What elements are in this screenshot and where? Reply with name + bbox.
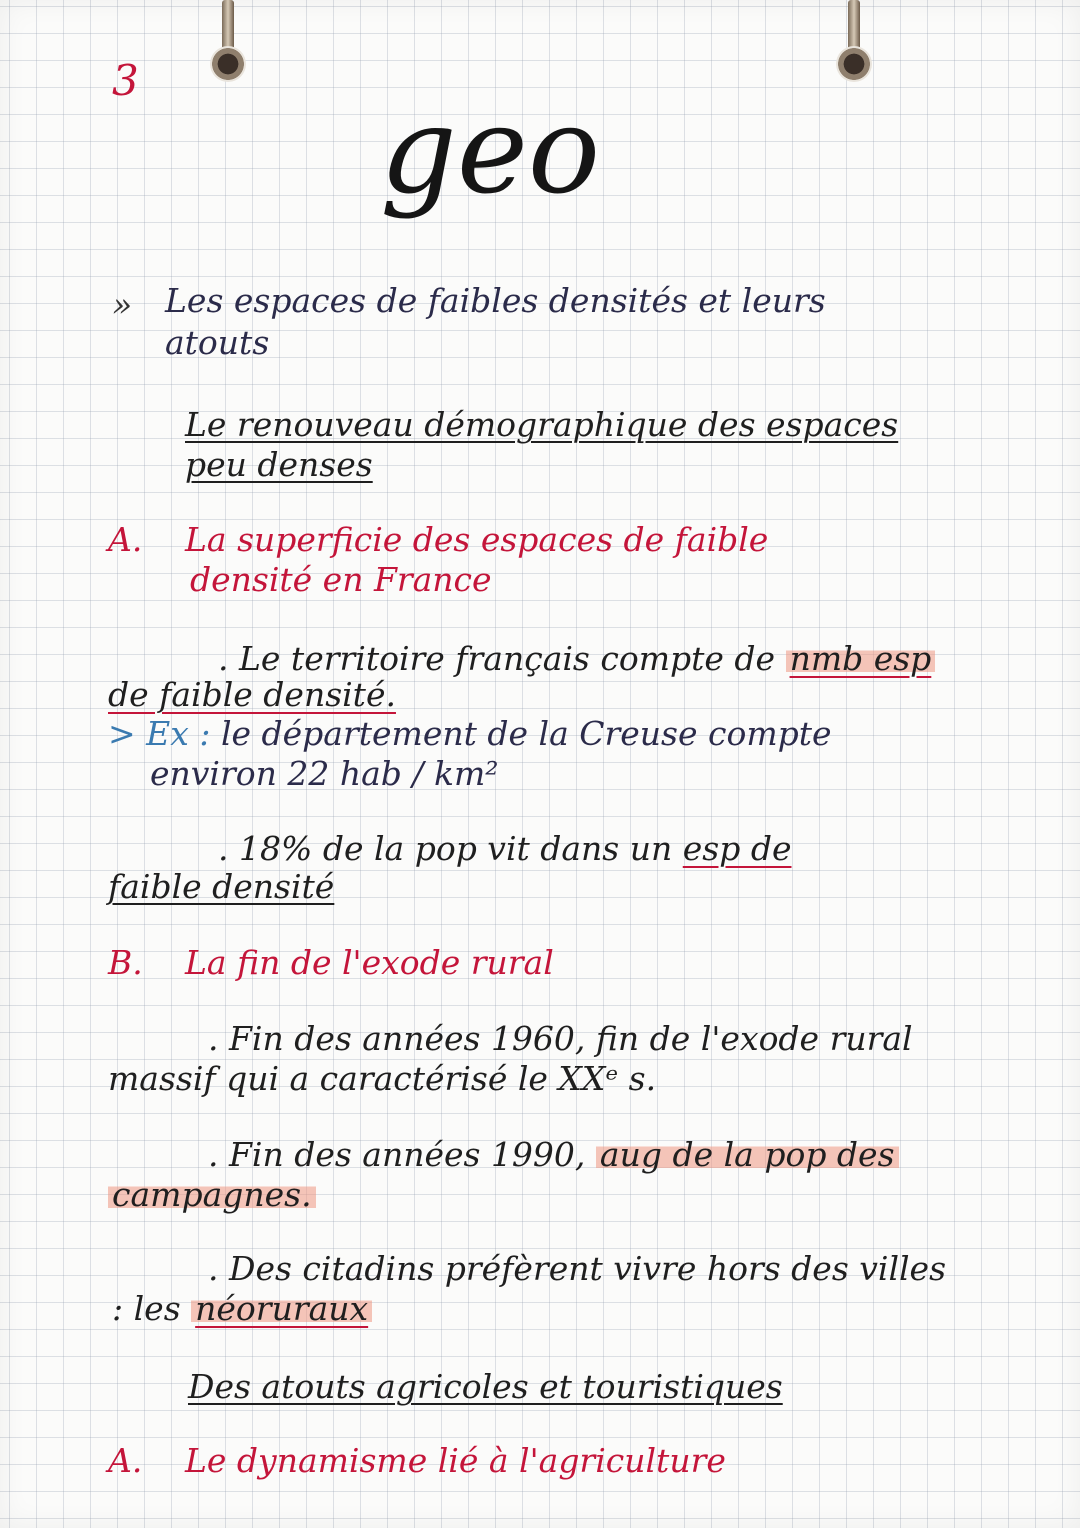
p1-line2 <box>108 675 396 714</box>
binder-ring-right <box>836 0 872 90</box>
binder-ring-left <box>210 0 246 90</box>
p5-text1: Des citadins préfèrent vivre hors des villes <box>229 1249 947 1288</box>
partA-title-line1: La superficie des espaces de faible <box>185 520 769 559</box>
p3-bullet: . <box>208 1019 219 1058</box>
example-marker: > Ex : <box>108 714 211 753</box>
p1-line2-text: de faible densité. <box>108 675 396 714</box>
chapter-marker: » <box>112 285 133 324</box>
partB-letter: B. <box>108 943 143 982</box>
example-line2: environ 22 hab / km² <box>150 754 499 793</box>
p4-line2 <box>108 1175 316 1214</box>
p3-line1 <box>208 1019 913 1058</box>
p5-highlight: néoruraux <box>191 1289 372 1328</box>
p2-bullet: . <box>218 829 229 868</box>
p3-line2: massif qui a caractérisé le XXᵉ s. <box>108 1059 657 1098</box>
p1-text: Le territoire français compte de <box>239 639 776 678</box>
p5-prefix: : les <box>112 1289 181 1328</box>
p4-bullet: . <box>208 1135 219 1174</box>
p5-line2 <box>112 1289 372 1328</box>
p1-line1 <box>218 639 935 678</box>
partA2-title: Le dynamisme lié à l'agriculture <box>185 1441 726 1480</box>
p2-text: 18% de la pop vit dans un <box>239 829 673 868</box>
section1-title-line2: peu denses <box>185 445 373 484</box>
partB-title: La fin de l'exode rural <box>185 943 554 982</box>
section2-title: Des atouts agricoles et touristiques <box>188 1367 783 1406</box>
p5-bullet: . <box>208 1249 219 1288</box>
section1-title-line1: Le renouveau démographique des espaces <box>185 405 899 444</box>
p1-highlight: nmb esp <box>786 639 936 678</box>
p4-highlight2: campagnes. <box>108 1175 316 1214</box>
partA2-letter: A. <box>108 1441 143 1480</box>
chapter-title-line1: Les espaces de faibles densités et leurs <box>165 281 826 320</box>
page-number: 3 <box>112 56 139 105</box>
page-title: geo <box>380 82 601 221</box>
p3-text1: Fin des années 1960, fin de l'exode rural <box>229 1019 913 1058</box>
p1-bullet: . <box>218 639 229 678</box>
example-line1 <box>108 714 832 753</box>
partA-title-line2: densité en France <box>190 560 492 599</box>
p2-underlined: esp de <box>682 829 792 868</box>
p2-line1 <box>218 829 792 868</box>
p4-highlight1: aug de la pop des <box>596 1135 899 1174</box>
p2-line2: faible densité <box>108 867 335 906</box>
chapter-title-line2: atouts <box>165 323 270 362</box>
partA-letter: A. <box>108 520 143 559</box>
p5-line1 <box>208 1249 947 1288</box>
p4-text: Fin des années 1990, <box>229 1135 586 1174</box>
p4-line1 <box>208 1135 899 1174</box>
example-text1: le département de la Creuse compte <box>220 714 832 753</box>
